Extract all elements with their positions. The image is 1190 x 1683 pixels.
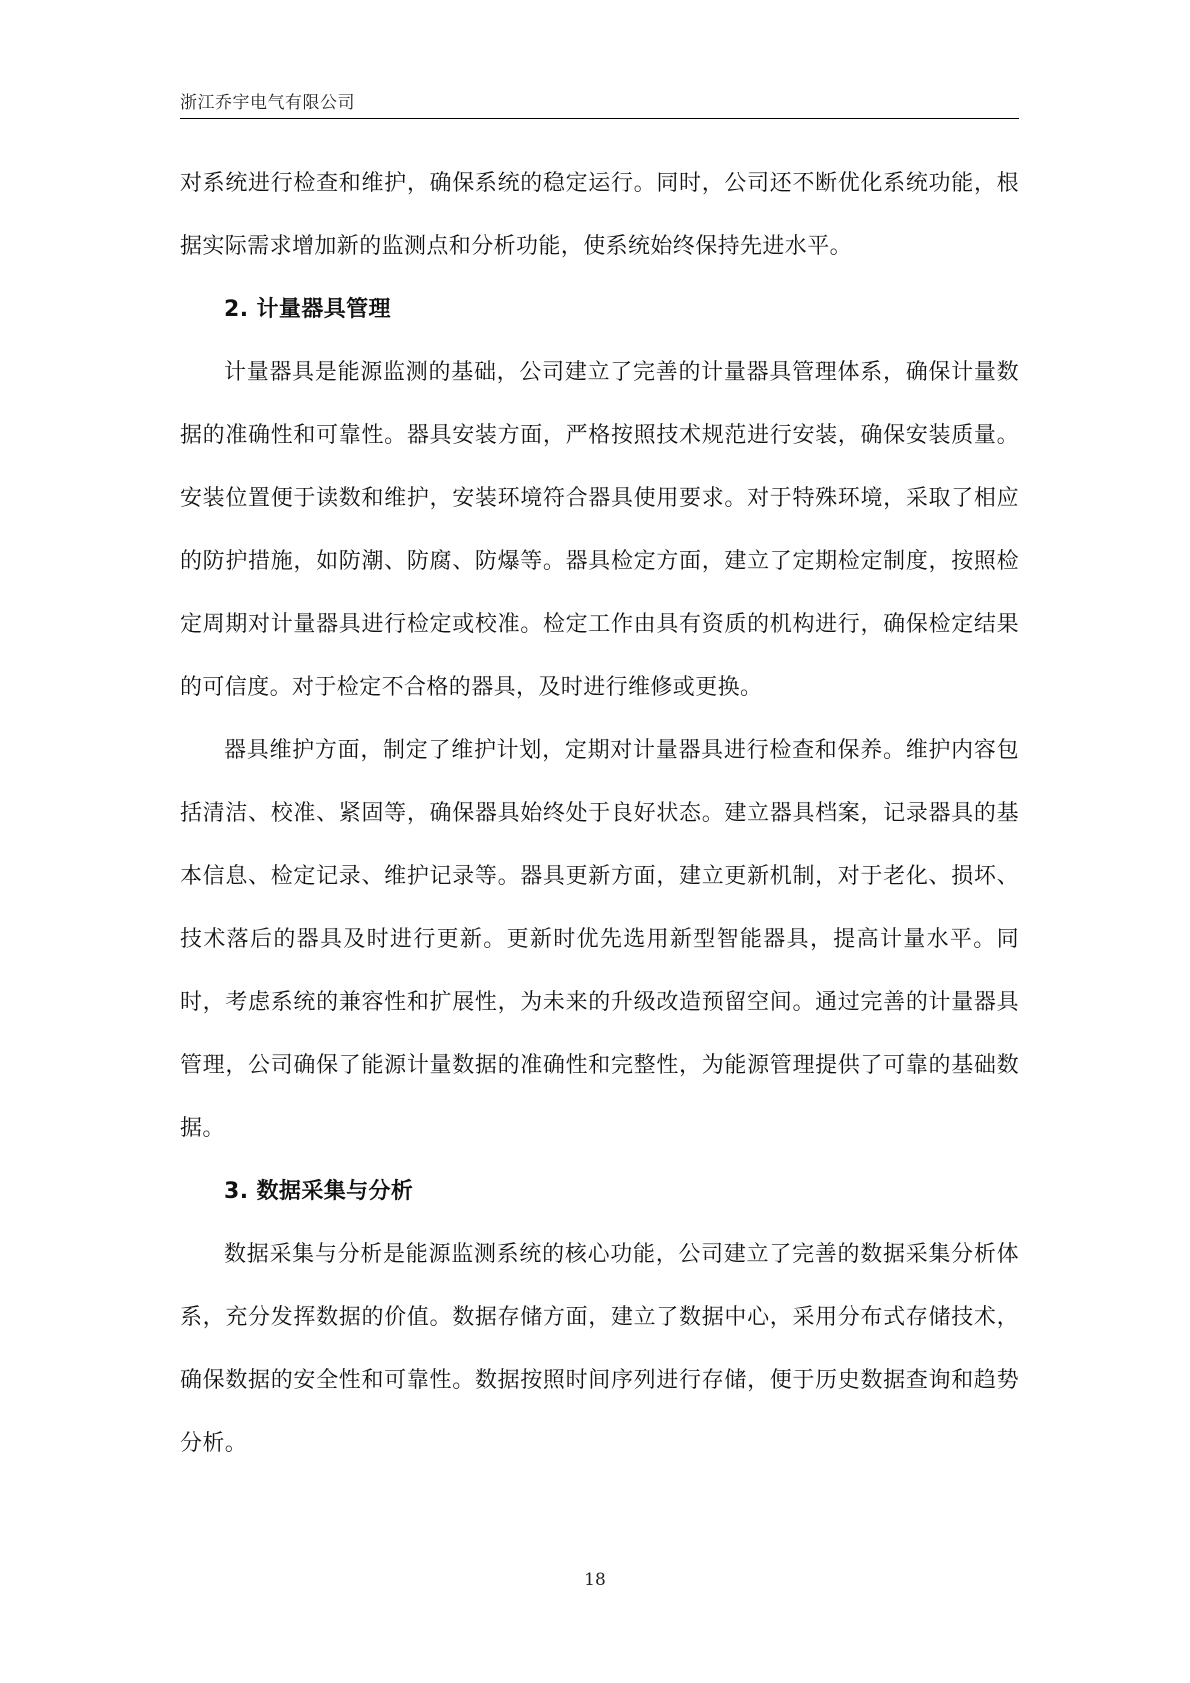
page-number: 18: [584, 1570, 606, 1590]
paragraph-metering-overview: 计量器具是能源监测的基础，公司建立了完善的计量器具管理体系，确保计量数据的准确性和可靠性。器具安装方面，严格按照技术规范进行安装，确保安装质量。安装位置便于读数和维护，安装环境符合器具使用要求。对于特殊环境，采取了相应的防护措施，如防潮、防腐、防爆等。器具检定方面，建立了定期检定制度，按照检定周期对计量器具进行检定或校准。检定工作由具有资质的机构进行，确保检定结果的可信度。对于检定不合格的器具，及时进行维修或更换。: [180, 360, 1019, 700]
document-body: [180, 152, 1019, 1475]
paragraph-continued: 对系统进行检查和维护，确保系统的稳定运行。同时，公司还不断优化系统功能，根据实际需求增加新的监测点和分析功能，使系统始终保持先进水平。: [180, 171, 1019, 259]
paragraph-data-collection: 数据采集与分析是能源监测系统的核心功能，公司建立了完善的数据采集分析体系，充分发挥数据的价值。数据存储方面，建立了数据中心，采用分布式存储技术，确保数据的安全性和可靠性。数据按照时间序列进行存储，便于历史数据查询和趋势分析。: [180, 1242, 1019, 1456]
paragraph-metering-maintenance: 器具维护方面，制定了维护计划，定期对计量器具进行检查和保养。维护内容包括清洁、校准、紧固等，确保器具始终处于良好状态。建立器具档案，记录器具的基本信息、检定记录、维护记录等。器具更新方面，建立更新机制，对于老化、损坏、技术落后的器具及时进行更新。更新时优先选用新型智能器具，提高计量水平。同时，考虑系统的兼容性和扩展性，为未来的升级改造预留空间。通过完善的计量器具管理，公司确保了能源计量数据的准确性和完整性，为能源管理提供了可靠的基础数据。: [180, 738, 1019, 1141]
page-header: [180, 86, 1019, 119]
section-heading-metering-instruments: 2. 计量器具管理: [224, 297, 391, 322]
header-company-name: 浙江乔宇电气有限公司: [180, 93, 355, 113]
section-heading-data-collection: 3. 数据采集与分析: [224, 1179, 414, 1204]
